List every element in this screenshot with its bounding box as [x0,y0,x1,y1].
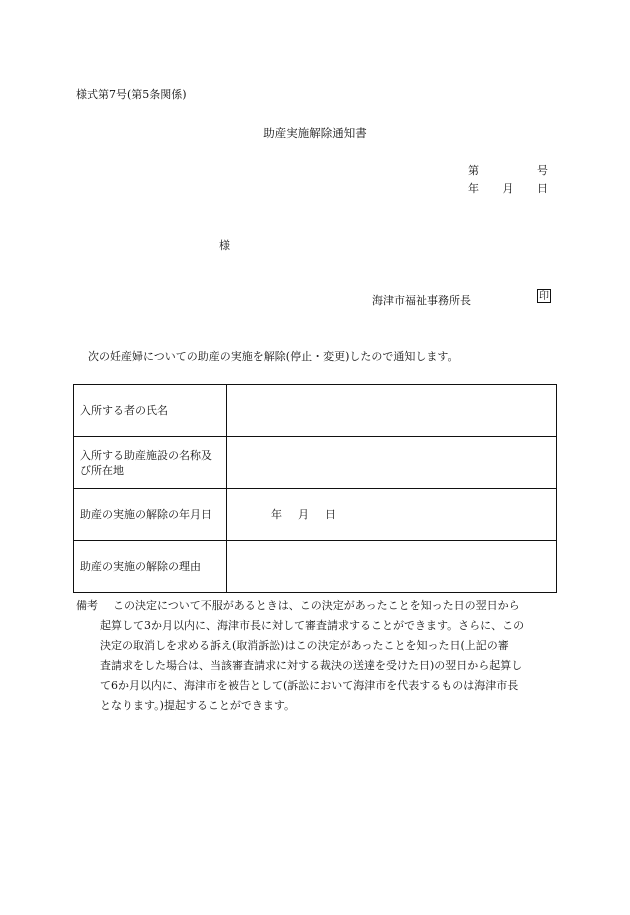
row-value-name [227,385,557,437]
row-value-facility [227,437,557,489]
row-value-date [227,489,557,541]
remarks-line: 起算して3か月以内に、海津市長に対して審査請求することができます。さらに、この [100,619,525,632]
termination-day: 日 [325,508,336,521]
row-value-reason [227,541,557,593]
date-day: 日 [537,182,548,195]
remarks-line: となります。)提起することができます。 [100,699,296,712]
number-suffix: 号 [537,164,548,177]
remarks-body [89,596,556,716]
table-row [74,489,557,541]
termination-month: 月 [298,508,309,521]
date-month: 月 [502,182,514,195]
table-row [74,437,557,489]
intro-sentence: 次の妊産婦についての助産の実施を解除(停止・変更)したので通知します。 [88,350,459,363]
table-row [74,385,557,437]
document-number-line [468,162,548,178]
addressee-suffix: 様 [219,239,230,252]
termination-date-fields [233,507,550,522]
table-row [74,541,557,593]
remarks-heading: 備考 [76,599,98,612]
form-number: 様式第7号(第5条関係) [76,88,187,101]
remarks-line: て6か月以内に、海津市を被告として(訴訟において海津市を代表するものは海津市長 [100,679,519,692]
document-title: 助産実施解除通知書 [263,126,367,140]
remarks-line: この決定について不服があるときは、この決定があったことを知った日の翌日から [113,599,520,612]
seal-mark: 印 [539,291,549,302]
row-label-facility: 入所する助産施設の名称及び所在地 [74,437,227,489]
termination-year: 年 [271,508,282,521]
remarks-line: 決定の取消しを求める訴え(取消訴訟)はこの決定があったことを知った日(上記の審 [100,639,509,652]
number-prefix: 第 [468,164,479,177]
date-year: 年 [468,182,479,195]
info-table [73,384,557,593]
row-label-name: 入所する者の氏名 [74,385,227,437]
row-label-reason: 助産の実施の解除の理由 [74,541,227,593]
remarks-section [76,596,556,716]
document-date-line [468,180,548,196]
issuer-name: 海津市福祉事務所長 [372,294,471,307]
remarks-line: 査請求をした場合は、当該審査請求に対する裁決の送達を受けた日)の翌日から起算し [100,659,523,672]
row-label-date: 助産の実施の解除の年月日 [74,489,227,541]
